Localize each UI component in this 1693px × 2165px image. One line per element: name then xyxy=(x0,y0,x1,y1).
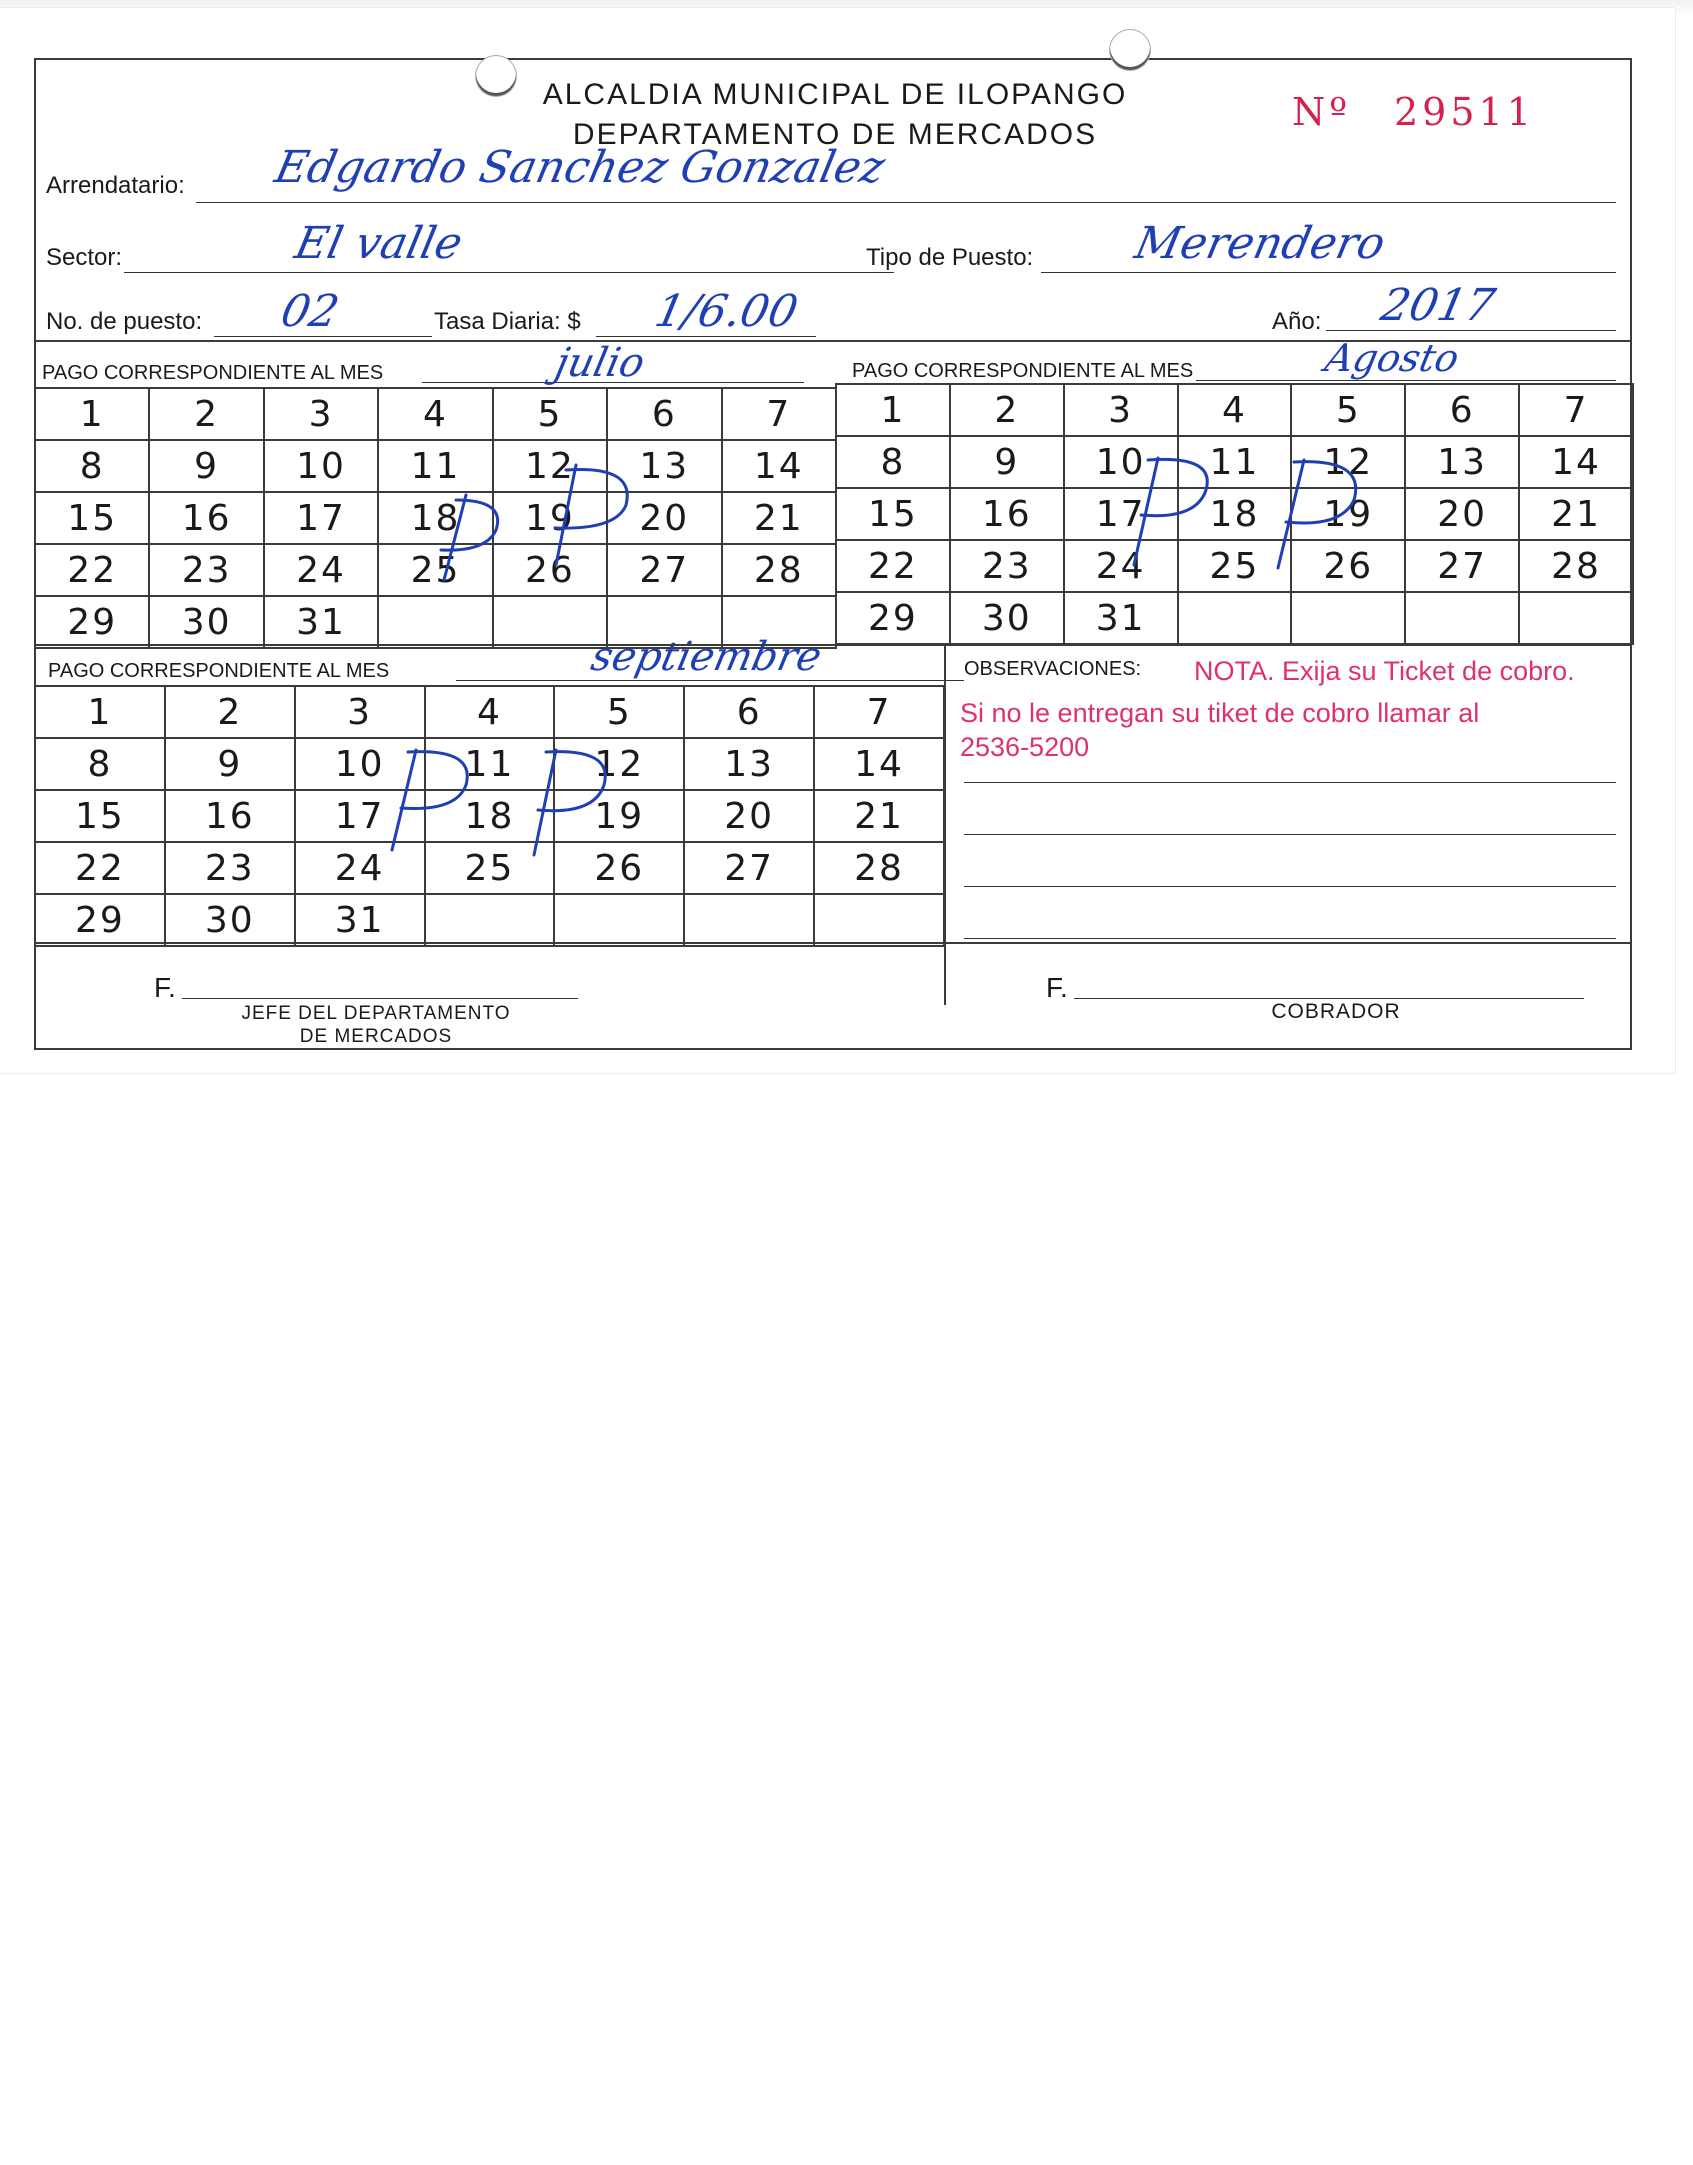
agosto-day-cell: 19 xyxy=(1291,488,1405,540)
obs-line1 xyxy=(964,782,1616,783)
agosto-day-cell: 3 xyxy=(1064,384,1178,436)
sector-label: Sector: xyxy=(46,244,123,271)
agosto-day-cell: 9 xyxy=(950,436,1064,488)
anio-label: Año: xyxy=(1272,308,1322,335)
septiembre-day-cell xyxy=(814,894,944,946)
agosto-day-cell: 20 xyxy=(1405,488,1519,540)
agosto-day-cell: 15 xyxy=(836,488,950,540)
agosto-day-cell: 13 xyxy=(1405,436,1519,488)
julio-week-row xyxy=(35,544,836,596)
julio-day-cell: 29 xyxy=(35,596,149,648)
signature-line1 xyxy=(182,998,578,999)
arrendatario-line xyxy=(196,202,1616,203)
septiembre-day-cell: 3 xyxy=(295,686,425,738)
julio-day-cell: 19 xyxy=(493,492,607,544)
septiembre-day-cell: 5 xyxy=(554,686,684,738)
julio-day-cell: 11 xyxy=(378,440,492,492)
arrendatario-value: Edgardo Sanchez Gonzalez xyxy=(270,142,890,193)
septiembre-day-cell: 27 xyxy=(684,842,814,894)
agosto-day-cell: 10 xyxy=(1064,436,1178,488)
agosto-day-cell xyxy=(1519,592,1633,644)
agosto-day-cell: 26 xyxy=(1291,540,1405,592)
septiembre-day-cell: 30 xyxy=(165,894,295,946)
jefe-line2: DE MERCADOS xyxy=(299,1026,453,1047)
anio-value: 2017 xyxy=(1376,280,1500,331)
septiembre-day-cell: 22 xyxy=(35,842,165,894)
agosto-day-cell: 28 xyxy=(1519,540,1633,592)
septiembre-day-cell: 4 xyxy=(425,686,555,738)
septiembre-day-cell: 17 xyxy=(295,790,425,842)
septiembre-week-row xyxy=(35,842,944,894)
agosto-day-cell: 21 xyxy=(1519,488,1633,540)
month2-label: PAGO CORRESPONDIENTE AL MES xyxy=(852,360,1194,382)
cobrador-caption: COBRADOR xyxy=(1271,1000,1401,1023)
observaciones-label: OBSERVACIONES: xyxy=(964,658,1142,680)
julio-day-cell: 16 xyxy=(149,492,263,544)
agosto-day-cell: 23 xyxy=(950,540,1064,592)
obs-line2 xyxy=(964,834,1616,835)
julio-day-cell: 6 xyxy=(607,388,721,440)
septiembre-day-cell: 13 xyxy=(684,738,814,790)
julio-day-cell: 21 xyxy=(722,492,836,544)
julio-day-cell: 23 xyxy=(149,544,263,596)
note-line2: Si no le entregan su tiket de cobro llamar al xyxy=(960,698,1480,728)
agosto-day-cell: 30 xyxy=(950,592,1064,644)
septiembre-day-cell: 20 xyxy=(684,790,814,842)
julio-day-cell: 20 xyxy=(607,492,721,544)
obs-divider xyxy=(944,645,946,1005)
julio-day-cell: 17 xyxy=(264,492,378,544)
julio-day-cell: 13 xyxy=(607,440,721,492)
julio-day-cell: 7 xyxy=(722,388,836,440)
julio-week-row xyxy=(35,388,836,440)
julio-day-cell: 10 xyxy=(264,440,378,492)
septiembre-day-cell: 12 xyxy=(554,738,684,790)
agosto-week-row xyxy=(836,488,1633,540)
divider-mid xyxy=(36,644,1632,646)
jefe-line1: JEFE DEL DEPARTAMENTO xyxy=(241,1003,511,1024)
septiembre-day-cell: 11 xyxy=(425,738,555,790)
month2-value: Agosto xyxy=(1321,336,1463,380)
jefe-caption xyxy=(206,1002,546,1048)
number-value: 29511 xyxy=(1394,90,1535,134)
julio-day-cell: 9 xyxy=(149,440,263,492)
agosto-day-cell: 17 xyxy=(1064,488,1178,540)
septiembre-day-cell: 18 xyxy=(425,790,555,842)
month3-value: septiembre xyxy=(587,634,826,680)
calendar-septiembre xyxy=(34,685,945,947)
julio-day-cell: 25 xyxy=(378,544,492,596)
agosto-day-cell: 11 xyxy=(1178,436,1292,488)
julio-day-cell: 14 xyxy=(722,440,836,492)
month1-value: julio xyxy=(551,340,649,386)
septiembre-day-cell: 9 xyxy=(165,738,295,790)
agosto-day-cell: 5 xyxy=(1291,384,1405,436)
agosto-week-row xyxy=(836,592,1633,644)
title-line1: ALCALDIA MUNICIPAL DE ILOPANGO xyxy=(542,78,1128,111)
septiembre-day-cell: 23 xyxy=(165,842,295,894)
septiembre-day-cell: 29 xyxy=(35,894,165,946)
agosto-day-cell: 25 xyxy=(1178,540,1292,592)
julio-day-cell: 1 xyxy=(35,388,149,440)
septiembre-day-cell: 24 xyxy=(295,842,425,894)
julio-week-row xyxy=(35,492,836,544)
septiembre-day-cell: 2 xyxy=(165,686,295,738)
tipo-label: Tipo de Puesto: xyxy=(866,244,1034,271)
septiembre-day-cell: 28 xyxy=(814,842,944,894)
septiembre-week-row xyxy=(35,738,944,790)
signature-f2: F. xyxy=(1046,972,1068,1003)
septiembre-day-cell: 15 xyxy=(35,790,165,842)
obs-line4 xyxy=(964,938,1616,939)
julio-week-row xyxy=(35,440,836,492)
septiembre-day-cell: 16 xyxy=(165,790,295,842)
note-line3: 2536-5200 xyxy=(960,732,1090,762)
agosto-day-cell: 2 xyxy=(950,384,1064,436)
septiembre-week-row xyxy=(35,894,944,946)
agosto-day-cell xyxy=(1291,592,1405,644)
septiembre-day-cell: 10 xyxy=(295,738,425,790)
agosto-day-cell: 29 xyxy=(836,592,950,644)
agosto-day-cell: 14 xyxy=(1519,436,1633,488)
julio-day-cell: 5 xyxy=(493,388,607,440)
sector-line xyxy=(124,272,894,273)
julio-day-cell: 31 xyxy=(264,596,378,648)
julio-day-cell: 15 xyxy=(35,492,149,544)
septiembre-week-row xyxy=(35,686,944,738)
sector-value: El valle xyxy=(290,218,467,269)
septiembre-day-cell xyxy=(425,894,555,946)
julio-day-cell: 8 xyxy=(35,440,149,492)
agosto-week-row xyxy=(836,384,1633,436)
septiembre-day-cell xyxy=(554,894,684,946)
septiembre-day-cell: 21 xyxy=(814,790,944,842)
julio-day-cell: 27 xyxy=(607,544,721,596)
month3-line xyxy=(456,680,964,681)
septiembre-week-row xyxy=(35,790,944,842)
signature-line2 xyxy=(1074,998,1584,999)
julio-day-cell: 2 xyxy=(149,388,263,440)
julio-day-cell: 22 xyxy=(35,544,149,596)
calendar-agosto xyxy=(835,383,1634,645)
julio-day-cell: 4 xyxy=(378,388,492,440)
julio-day-cell: 30 xyxy=(149,596,263,648)
julio-day-cell xyxy=(493,596,607,648)
agosto-day-cell: 7 xyxy=(1519,384,1633,436)
note-line1: NOTA. Exija su Ticket de cobro. xyxy=(1194,656,1575,686)
julio-day-cell: 3 xyxy=(264,388,378,440)
agosto-day-cell: 6 xyxy=(1405,384,1519,436)
agosto-week-row xyxy=(836,436,1633,488)
puesto-value: 02 xyxy=(276,286,344,337)
agosto-day-cell: 1 xyxy=(836,384,950,436)
agosto-day-cell: 8 xyxy=(836,436,950,488)
agosto-day-cell: 18 xyxy=(1178,488,1292,540)
obs-line3 xyxy=(964,886,1616,887)
agosto-day-cell xyxy=(1178,592,1292,644)
agosto-day-cell xyxy=(1405,592,1519,644)
septiembre-day-cell: 8 xyxy=(35,738,165,790)
agosto-day-cell: 27 xyxy=(1405,540,1519,592)
agosto-week-row xyxy=(836,540,1633,592)
tipo-value: Merendero xyxy=(1130,218,1390,269)
month3-label: PAGO CORRESPONDIENTE AL MES xyxy=(48,660,390,682)
tipo-line xyxy=(1041,272,1616,273)
agosto-day-cell: 22 xyxy=(836,540,950,592)
arrendatario-label: Arrendatario: xyxy=(46,172,185,199)
payment-card xyxy=(34,58,1632,1050)
agosto-day-cell: 31 xyxy=(1064,592,1178,644)
julio-day-cell: 26 xyxy=(493,544,607,596)
tasa-value: 1/6.00 xyxy=(650,286,803,337)
number-label: Nº xyxy=(1292,90,1352,134)
septiembre-day-cell: 25 xyxy=(425,842,555,894)
julio-day-cell: 24 xyxy=(264,544,378,596)
julio-day-cell: 12 xyxy=(493,440,607,492)
septiembre-day-cell: 31 xyxy=(295,894,425,946)
month1-label: PAGO CORRESPONDIENTE AL MES xyxy=(42,362,384,384)
septiembre-day-cell: 19 xyxy=(554,790,684,842)
agosto-day-cell: 24 xyxy=(1064,540,1178,592)
agosto-day-cell: 4 xyxy=(1178,384,1292,436)
agosto-day-cell: 16 xyxy=(950,488,1064,540)
month2-line xyxy=(1196,380,1616,381)
septiembre-day-cell: 14 xyxy=(814,738,944,790)
calendar-julio xyxy=(34,387,837,649)
puesto-label: No. de puesto: xyxy=(46,308,203,335)
agosto-day-cell: 12 xyxy=(1291,436,1405,488)
septiembre-day-cell: 1 xyxy=(35,686,165,738)
septiembre-day-cell: 26 xyxy=(554,842,684,894)
punch-hole-right xyxy=(1110,30,1150,70)
septiembre-day-cell xyxy=(684,894,814,946)
septiembre-day-cell: 7 xyxy=(814,686,944,738)
julio-day-cell xyxy=(378,596,492,648)
signature-f1: F. xyxy=(154,972,176,1003)
julio-day-cell: 18 xyxy=(378,492,492,544)
julio-day-cell: 28 xyxy=(722,544,836,596)
divider-bottom-right xyxy=(944,942,1632,944)
title-line2: DEPARTAMENTO DE MERCADOS xyxy=(572,118,1098,151)
tasa-label: Tasa Diaria: $ xyxy=(434,308,581,335)
septiembre-day-cell: 6 xyxy=(684,686,814,738)
divider-bottom xyxy=(36,942,946,944)
